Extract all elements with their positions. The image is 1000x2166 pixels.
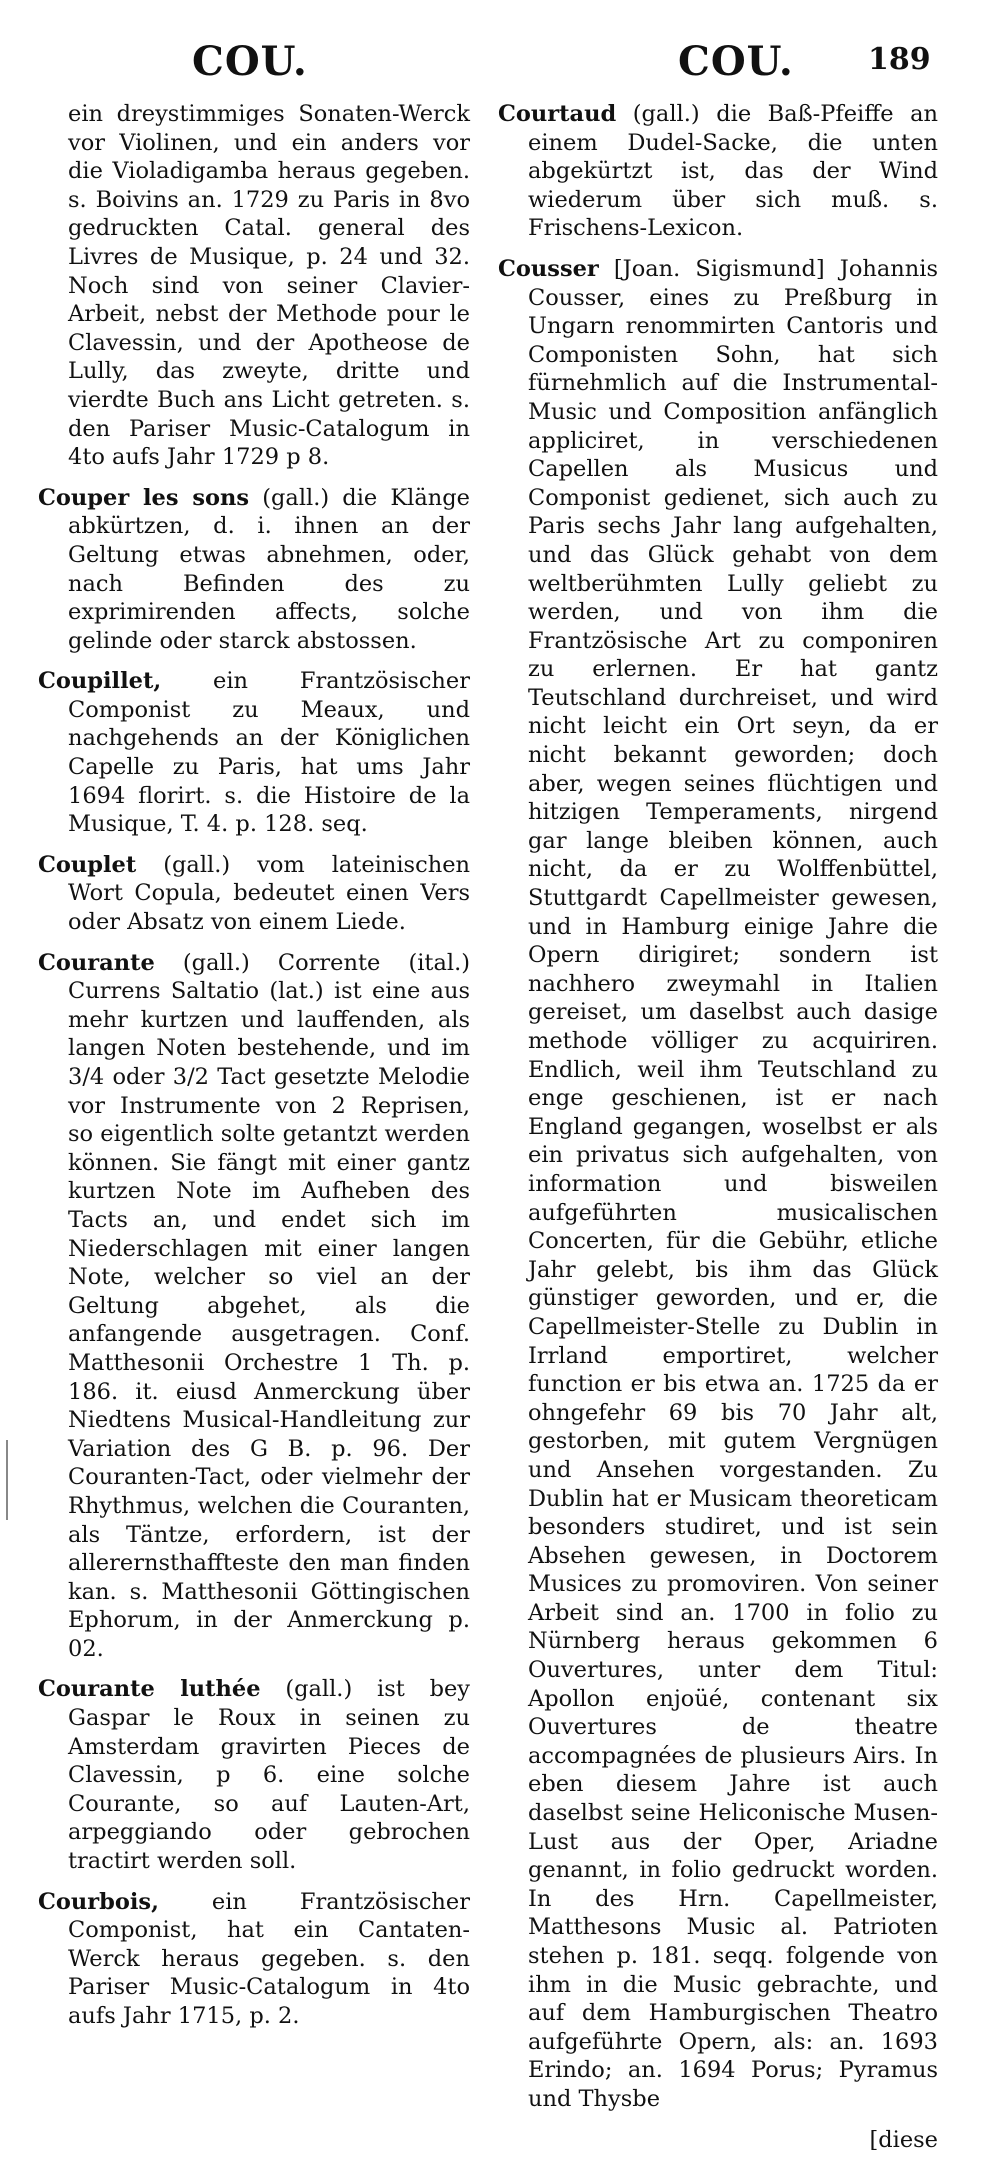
header-left-title: COU. [192, 38, 308, 85]
entry-text: [Joan. Sigismund] Johannis Cousser, eines zu Preßburg in Ungarn renommirten Cantoris und Componisten Sohn, hat sich fürnehmlich auf die Instrumental-Music und Composition anfänglich appliciret, in verschiedenen Capellen als Musicus und Componist gedienet, sich auch zu Paris sechs Jahr lang aufgehalten, und das Glück gehabt von dem weltberühmten Lully geliebt zu werden, und von ihm die Frantzösische Art zu componiren zu erlernen. Er hat gantz Teutschland durchreiset, und wird nicht leicht ein Ort seyn, da er nicht bekannt geworden; doch aber, wegen seines flüchtigen und hitzigen Temperaments, nirgend gar lange bleiben können, auch nicht, da er zu Wolffenbüttel, Stuttgardt Capellmeister gewesen, und in Hamburg einige Jahre die Opern dirigiret; sondern ist nachhero zweymahl in Italien gereiset, um daselbst auch dasige methode völliger zu acquiriren. Endlich, weil ihm Teutschland zu enge geschienen, ist er nach England gegangen, woselbst er als ein privatus sich aufgehalten, von information und bisweilen aufgeführten musicalischen Concerten, für die Gebühr, etliche Jahr gelebt, bis ihm das Glück günstiger geworden, und er, die Capellmeister-Stelle zu Dublin in Irrland emportiret, welcher function er bis etwa an. 1725 da er ohngefehr 69 bis 70 Jahr alt, gestorben, mit gutem Vergnügen und Ansehen vorgestanden. Zu Dublin hat er Musicam theoreticam besonders studiret, und ist sein Absehen gewesen, in Doctorem Musices zu promoviren. Von seiner Arbeit sind an. 1700 in folio zu Nürnberg heraus gekommen 6 Ouvertures, unter dem Titul: Apollon enjoüé, contenant six Ouvertures de theatre accompagnées de plusieurs Airs. In eben diesem Jahre ist auch daselbst seine Heliconische Musen-Lust aus der Oper, Ariadne genannt, in folio gedruckt worden. In des Hrn. Capellmeister, Matthesons Music al. Patrioten stehen p. 181. seqq. folgende von ihm in die Music gebrachte, und auf dem Hamburgischen Theatro aufgeführte Opern, als: an. 1693 Erindo; an. 1694 Porus; Pyramus und Thysbe [528, 255, 938, 2112]
entry-term: Courante luthée [38, 1676, 261, 1703]
entry-courbois [38, 1888, 470, 2031]
left-column [38, 100, 470, 2043]
catchword: [diese [869, 2126, 938, 2153]
entry-text: (gall.) vom lateinischen Wort Copula, bedeutet einen Vers oder Absatz von einem Liede. [68, 851, 470, 936]
entry-cousser [498, 255, 938, 2114]
entry-term: Cousser [498, 255, 599, 282]
entry-courante [38, 949, 470, 1664]
entry-couplet [38, 851, 470, 937]
margin-rule [6, 1440, 8, 1520]
entry-term: Courante [38, 949, 155, 976]
entry-couper-les-sons [38, 484, 470, 656]
entry-term: Courtaud [498, 101, 617, 127]
entry-term: Couplet [38, 851, 137, 878]
entry-text: ein Frantzösischer Componist zu Meaux, und nachgehends an der Königlichen Capelle zu Paris, hat ums Jahr 1694 florirt. s. die Histoire de la Musique, T. 4. p. 128. seq. [68, 668, 470, 838]
entry-courtaud [498, 100, 938, 243]
running-header [0, 38, 1000, 98]
page-number: 189 [868, 42, 931, 77]
entry-continuation [38, 100, 470, 472]
entry-text: (gall.) ist bey Gaspar le Roux in seinen zu Amsterdam gravirten Pieces de Clavessin, p 6. eine solche Courante, so auf Lauten-Art, arpeggiando oder gebrochen tractirt werden soll. [68, 1676, 470, 1875]
entry-coupillet [38, 667, 470, 839]
header-right-title: COU. [678, 38, 794, 85]
right-column [498, 100, 938, 2166]
entry-term: Couper les sons [38, 484, 250, 511]
entry-text: ein dreystimmiges Sonaten-Werck vor Violinen, und ein anders vor die Violadigamba heraus gegeben. s. Boivins an. 1729 zu Paris in 8vo gedruckten Catal. general des Livres de Musique, p. 24 und 32. Noch sind von seiner Clavier-Arbeit, nebst der Methode pour le Clavessin, und der Apotheose de Lully, das zweyte, dritte und vierdte Buch ans Licht getreten. s. den Pariser Music-Catalogum in 4to aufs Jahr 1729 p 8. [68, 101, 470, 471]
entry-text: (gall.) Corrente (ital.) Currens Saltatio (lat.) ist eine aus mehr kurtzen und lauffenden, als langen Noten bestehende, und im 3/4 oder 3/2 Tact gesetzte Melodie vor Instrumente von 2 Reprisen, so eigentlich solte getantzt werden können. Sie fängt mit einer gantz kurtzen Note im Aufheben des Tacts an, und endet sich im Niederschlagen mit einer langen Note, welcher so viel an der Geltung abgehet, als die anfangende ausgetragen. Conf. Matthesonii Orchestre 1 Th. p. 186. it. eiusd Anmerckung über Niedtens Musical-Handleitung zur Variation des G B. p. 96. Der Couranten-Tact, oder vielmehr der Rhythmus, welchen die Couranten, als Täntze, erfordern, ist der allerernsthaffteste den man finden kan. s. Matthesonii Göttingischen Ephorum, in der Anmerckung p. 02. [68, 949, 471, 1662]
entry-term: Coupillet, [38, 668, 162, 695]
entry-term: Courbois, [38, 1888, 159, 1915]
entry-courante-luthee [38, 1675, 470, 1875]
entry-text: (gall.) die Baß-Pfeiffe an einem Dudel-Sacke, die unten abgekürtzt ist, das der Wind wiederum über sich muß. s. Frischens-Lexicon. [528, 101, 938, 242]
entry-text: ein Frantzösischer Componist, hat ein Cantaten-Werck heraus gegeben. s. den Pariser Music-Catalogum in 4to aufs Jahr 1715, p. 2. [68, 1888, 470, 2029]
entry-text: (gall.) die Klänge abkürtzen, d. i. ihnen an der Geltung etwas abnehmen, oder, nach Befinden des zu exprimirenden affects, solche gelinde oder starck abstossen. [68, 484, 470, 654]
